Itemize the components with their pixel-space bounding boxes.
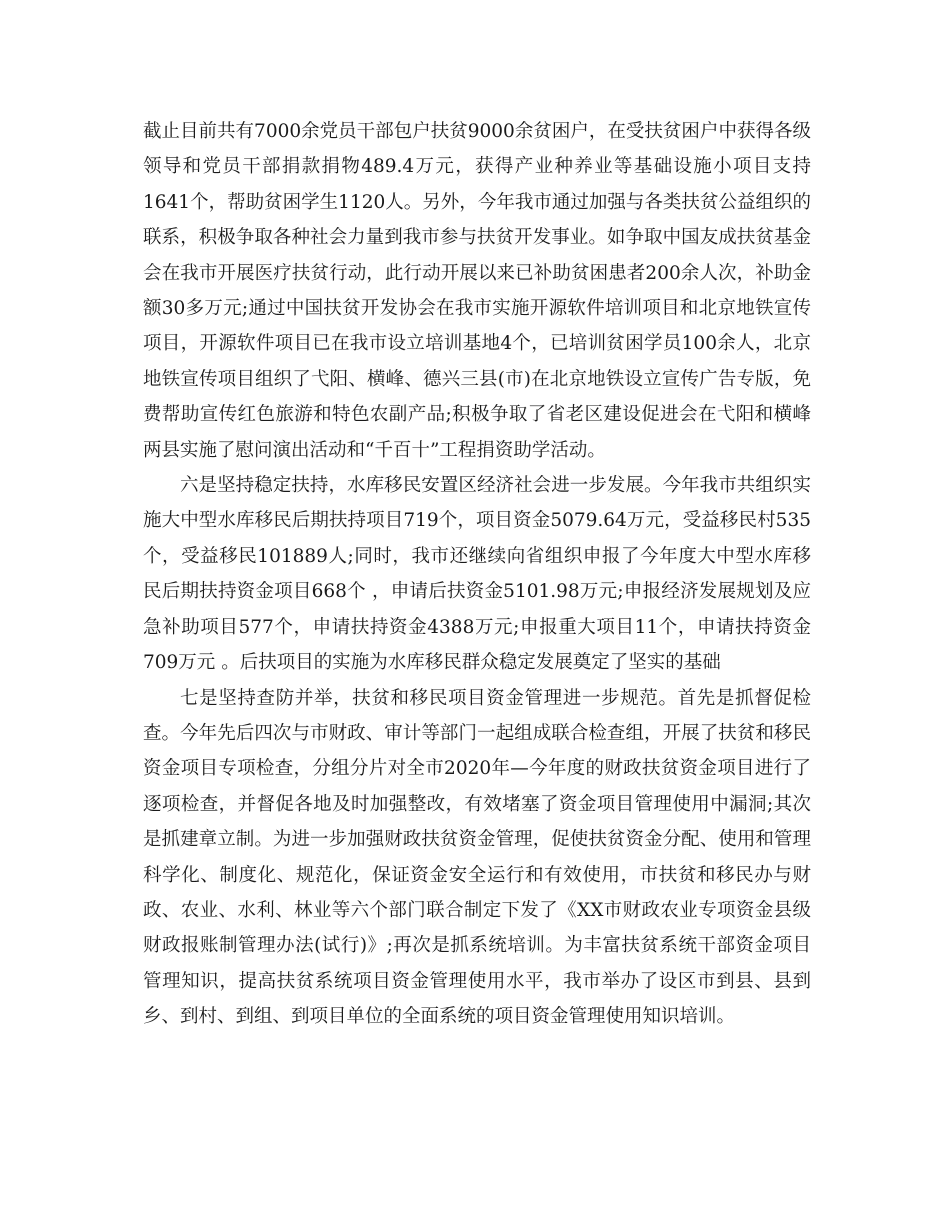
paragraph-section-six: 六是坚持稳定扶持，水库移民安置区经济社会进一步发展。今年我市共组织实施大中型水库移民后期扶持项目719个，项目资金5079.64万元，受益移民村535个，受益移民101889人;同时，我市还继续向省组织申报了今年度大中型水库移民后期扶持资金项目668个 ，申请后扶资金5101.98万元;申报经济发展规划及应急补助项目577个，申请扶持资金4388万元;申报重大项目11个，申请扶持资金709万元 。后扶项目的实施为水库移民群众稳定发展奠定了坚实的基础 — [143, 475, 811, 674]
paragraph-section-seven: 七是坚持查防并举，扶贫和移民项目资金管理进一步规范。首先是抓督促检查。今年先后四次与市财政、审计等部门一起组成联合检查组，开展了扶贫和移民资金项目专项检查，分组分片对全市2020年—今年度的财政扶贫资金项目进行了逐项检查，并督促各地及时加强整改，有效堵塞了资金项目管理使用中漏洞;其次是抓建章立制。为进一步加强财政扶贫资金管理，促使扶贫资金分配、使用和管理科学化、制度化、规范化，保证资金安全运行和有效使用，市扶贫和移民办与财政、农业、水利、林业等六个部门联合制定下发了《XX市财政农业专项资金县级财政报账制管理办法(试行)》;再次是抓系统培训。为丰富扶贫系统干部资金项目管理知识，提高扶贫系统项目资金管理使用水平，我市举办了设区市到县、县到乡、到村、到组、到项目单位的全面系统的项目资金管理使用知识培训。 — [143, 687, 811, 1028]
document-body — [143, 114, 811, 1035]
paragraph-continuation: 截止目前共有7000余党员干部包户扶贫9000余贫困户，在受扶贫困户中获得各级领导和党员干部捐款捐物489.4万元，获得产业种养业等基础设施小项目支持1641个，帮助贫困学生1120人。另外，今年我市通过加强与各类扶贫公益组织的联系，积极争取各种社会力量到我市参与扶贫开发事业。如争取中国友成扶贫基金会在我市开展医疗扶贫行动，此行动开展以来已补助贫困患者200余人次，补助金额30多万元;通过中国扶贫开发协会在我市实施开源软件培训项目和北京地铁宣传项目，开源软件项目已在我市设立培训基地4个，已培训贫困学员100余人，北京地铁宣传项目组织了弋阳、横峰、德兴三县(市)在北京地铁设立宣传广告专版，免费帮助宣传红色旅游和特色农副产品;积极争取了省老区建设促进会在弋阳和横峰两县实施了慰问演出活动和“千百十”工程捐资助学活动。 — [143, 121, 811, 461]
